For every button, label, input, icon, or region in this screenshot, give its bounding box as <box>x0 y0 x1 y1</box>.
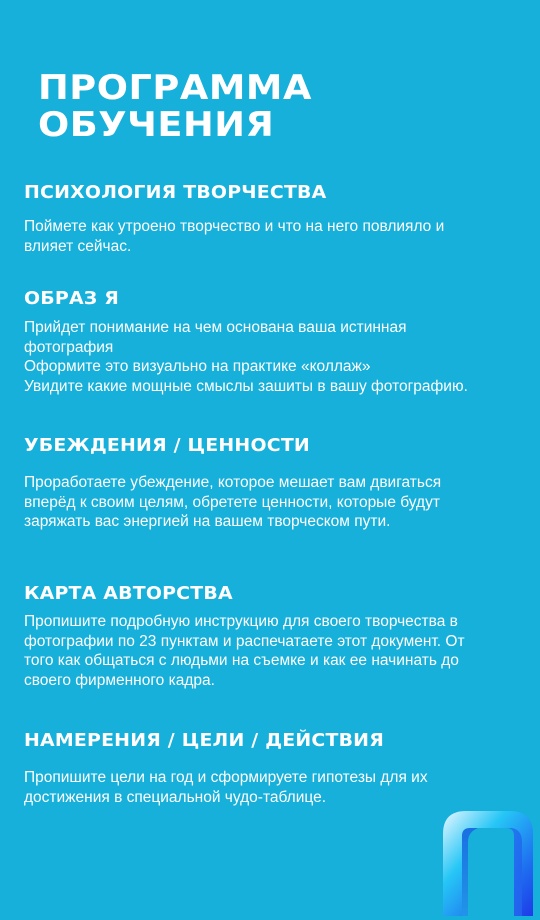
section-text: Пропишите подробную инструкцию для своего творчества в фотографии по 23 пунктам и распечатаете этот документ. От того как общаться с людьми на съемке и как ее начинать до своего фирменного кадра. <box>24 613 465 689</box>
page-title: ПРОГРАММА ОБУЧЕНИЯ <box>38 68 312 145</box>
section-intentions-goals-actions <box>24 730 520 807</box>
section-heading: КАРТА АВТОРСТВА <box>24 583 233 604</box>
section-authorship-map <box>24 583 520 690</box>
section-heading: ПСИХОЛОГИЯ ТВОРЧЕСТВА <box>24 182 327 203</box>
letter-p-logo-icon <box>438 806 538 916</box>
section-text: Пропишите цели на год и сформируете гипотезы для их достижения в специальной чудо-таблице. <box>24 769 428 806</box>
section-psychology <box>24 182 520 256</box>
section-heading: НАМЕРЕНИЯ / ЦЕЛИ / ДЕЙСТВИЯ <box>24 730 384 751</box>
section-beliefs-values <box>24 435 520 532</box>
section-text: Проработаете убеждение, которое мешает вам двигаться вперёд к своим целям, обретете ценности, которые будут заряжать вас энергией на вашем творческом пути. <box>24 474 442 530</box>
section-text: Поймете как утроено творчество и что на него повлияло и влияет сейчас. <box>24 218 445 255</box>
section-self-image <box>24 288 520 396</box>
section-text: Прийдет понимание на чем основана ваша истинная фотография Оформите это визуально на практике «коллаж» Увидите какие мощные смыслы зашиты в вашу фотографию. <box>24 319 468 395</box>
section-heading: УБЕЖДЕНИЯ / ЦЕННОСТИ <box>24 435 310 456</box>
section-heading: ОБРАЗ Я <box>24 288 119 309</box>
